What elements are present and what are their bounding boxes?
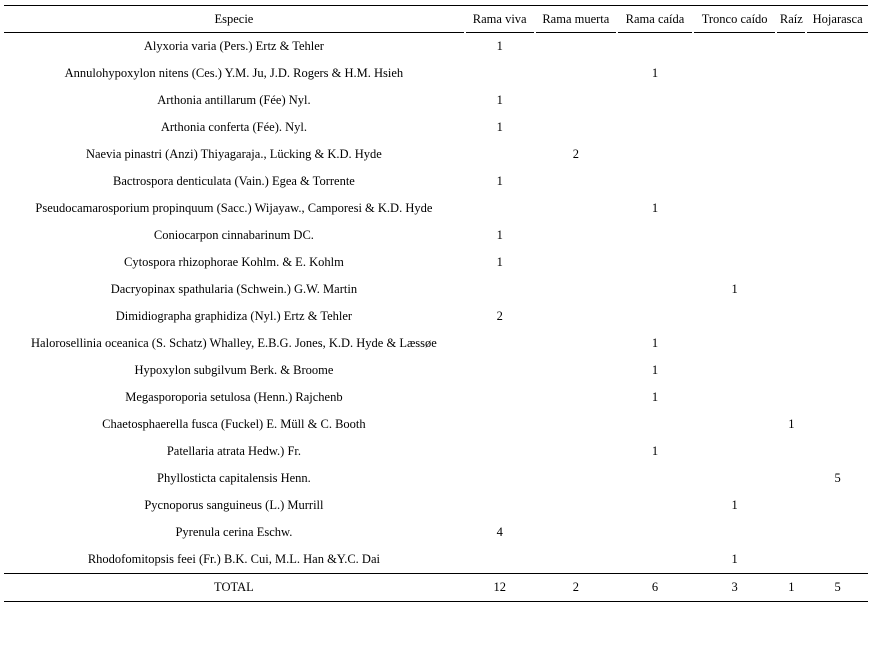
cell-species: Halorosellinia oceanica (S. Schatz) Whalley, E.B.G. Jones, K.D. Hyde & Læssøe: [31, 336, 437, 350]
cell-rama-caida: 1: [651, 444, 659, 458]
cell-species: Alyxoria varia (Pers.) Ertz & Tehler: [143, 39, 324, 53]
species-substrate-table: [4, 5, 868, 602]
header-hojarasca: Hojarasca: [812, 11, 863, 26]
table-row: [4, 357, 868, 384]
cell-species: Dimidiographa graphidiza (Nyl.) Ertz & Tehler: [115, 309, 353, 323]
table-row: [4, 330, 868, 357]
cell-species: Bactrospora denticulata (Vain.) Egea & Torrente: [112, 174, 355, 188]
total-hojarasca: 5: [834, 580, 841, 594]
cell-hojarasca: 5: [834, 471, 841, 485]
cell-tronco-caido: 1: [731, 552, 738, 566]
cell-rama-caida: 1: [651, 201, 659, 215]
table-row: [4, 168, 868, 195]
cell-species: Dacryopinax spathularia (Schwein.) G.W. Martin: [110, 282, 358, 296]
table-row: [4, 114, 868, 141]
total-row: [4, 574, 868, 601]
cell-rama-viva: 1: [496, 120, 503, 134]
cell-species: Chaetosphaerella fusca (Fuckel) E. Müll & C. Booth: [102, 417, 366, 431]
cell-species: Coniocarpon cinnabarinum DC.: [153, 228, 314, 242]
total-raiz: 1: [788, 580, 795, 594]
cell-rama-viva: 1: [496, 39, 503, 53]
header-especie: Especie: [214, 11, 254, 26]
cell-species: Cytospora rhizophorae Kohlm. & E. Kohlm: [124, 255, 344, 269]
total-label: TOTAL: [214, 580, 254, 594]
table-row: [4, 519, 868, 546]
header-underline: [4, 32, 868, 33]
cell-tronco-caido: 1: [731, 282, 738, 296]
bottom-rule: [4, 601, 868, 602]
cell-rama-muerta: 2: [572, 147, 579, 161]
total-rama-viva: 12: [493, 580, 506, 594]
cell-rama-caida: 1: [651, 66, 659, 80]
cell-rama-viva: 2: [496, 309, 503, 323]
cell-species: Phyllosticta capitalensis Henn.: [157, 471, 311, 485]
cell-rama-viva: 1: [496, 174, 503, 188]
cell-rama-viva: 1: [496, 228, 503, 242]
cell-species: Pseudocamarosporium propinquum (Sacc.) Wijayaw., Camporesi & K.D. Hyde: [35, 201, 433, 215]
table-row: [4, 492, 868, 519]
cell-species: Pycnoporus sanguineus (L.) Murrill: [144, 498, 324, 512]
table-row: [4, 222, 868, 249]
table-body: [4, 33, 868, 573]
cell-rama-viva: 1: [496, 255, 503, 269]
header-row: [4, 6, 868, 32]
cell-species: Arthonia antillarum (Fée) Nyl.: [157, 93, 311, 107]
header-rama-muerta: Rama muerta: [542, 11, 610, 26]
table-row: [4, 249, 868, 276]
cell-rama-caida: 1: [651, 390, 659, 404]
cell-species: Annulohypoxylon nitens (Ces.) Y.M. Ju, J.D. Rogers & H.M. Hsieh: [64, 66, 404, 80]
table-row: [4, 87, 868, 114]
cell-rama-caida: 1: [651, 363, 659, 377]
cell-tronco-caido: 1: [731, 498, 738, 512]
table-row: [4, 60, 868, 87]
total-tronco-caido: 3: [731, 580, 738, 594]
table-row: [4, 411, 868, 438]
header-rama-viva: Rama viva: [472, 11, 527, 26]
total-rama-caida: 6: [651, 580, 659, 594]
header-rama-caida: Rama caída: [625, 11, 685, 26]
table-row: [4, 465, 868, 492]
cell-species: Naevia pinastri (Anzi) Thiyagaraja., Lücking & K.D. Hyde: [85, 147, 382, 161]
table-row: [4, 303, 868, 330]
table-row: [4, 438, 868, 465]
total-rama-muerta: 2: [572, 580, 579, 594]
table-row: [4, 546, 868, 573]
table-row: [4, 276, 868, 303]
cell-species: Patellaria atrata Hedw.) Fr.: [166, 444, 302, 458]
header-tronco-caido: Tronco caído: [701, 11, 768, 26]
cell-rama-caida: 1: [651, 336, 659, 350]
table-row: [4, 384, 868, 411]
cell-raiz: 1: [788, 417, 795, 431]
cell-species: Arthonia conferta (Fée). Nyl.: [160, 120, 307, 134]
table-row: [4, 33, 868, 60]
cell-rama-viva: 1: [496, 93, 503, 107]
cell-species: Hypoxylon subgilvum Berk. & Broome: [134, 363, 334, 377]
table-row: [4, 195, 868, 222]
cell-species: Megasporoporia setulosa (Henn.) Rajchenb: [125, 390, 343, 404]
header-raiz: Raíz: [779, 11, 803, 26]
cell-rama-viva: 4: [496, 525, 503, 539]
table-row: [4, 141, 868, 168]
cell-species: Pyrenula cerina Eschw.: [175, 525, 293, 539]
cell-species: Rhodofomitopsis feei (Fr.) B.K. Cui, M.L. Han &Y.C. Dai: [87, 552, 380, 566]
